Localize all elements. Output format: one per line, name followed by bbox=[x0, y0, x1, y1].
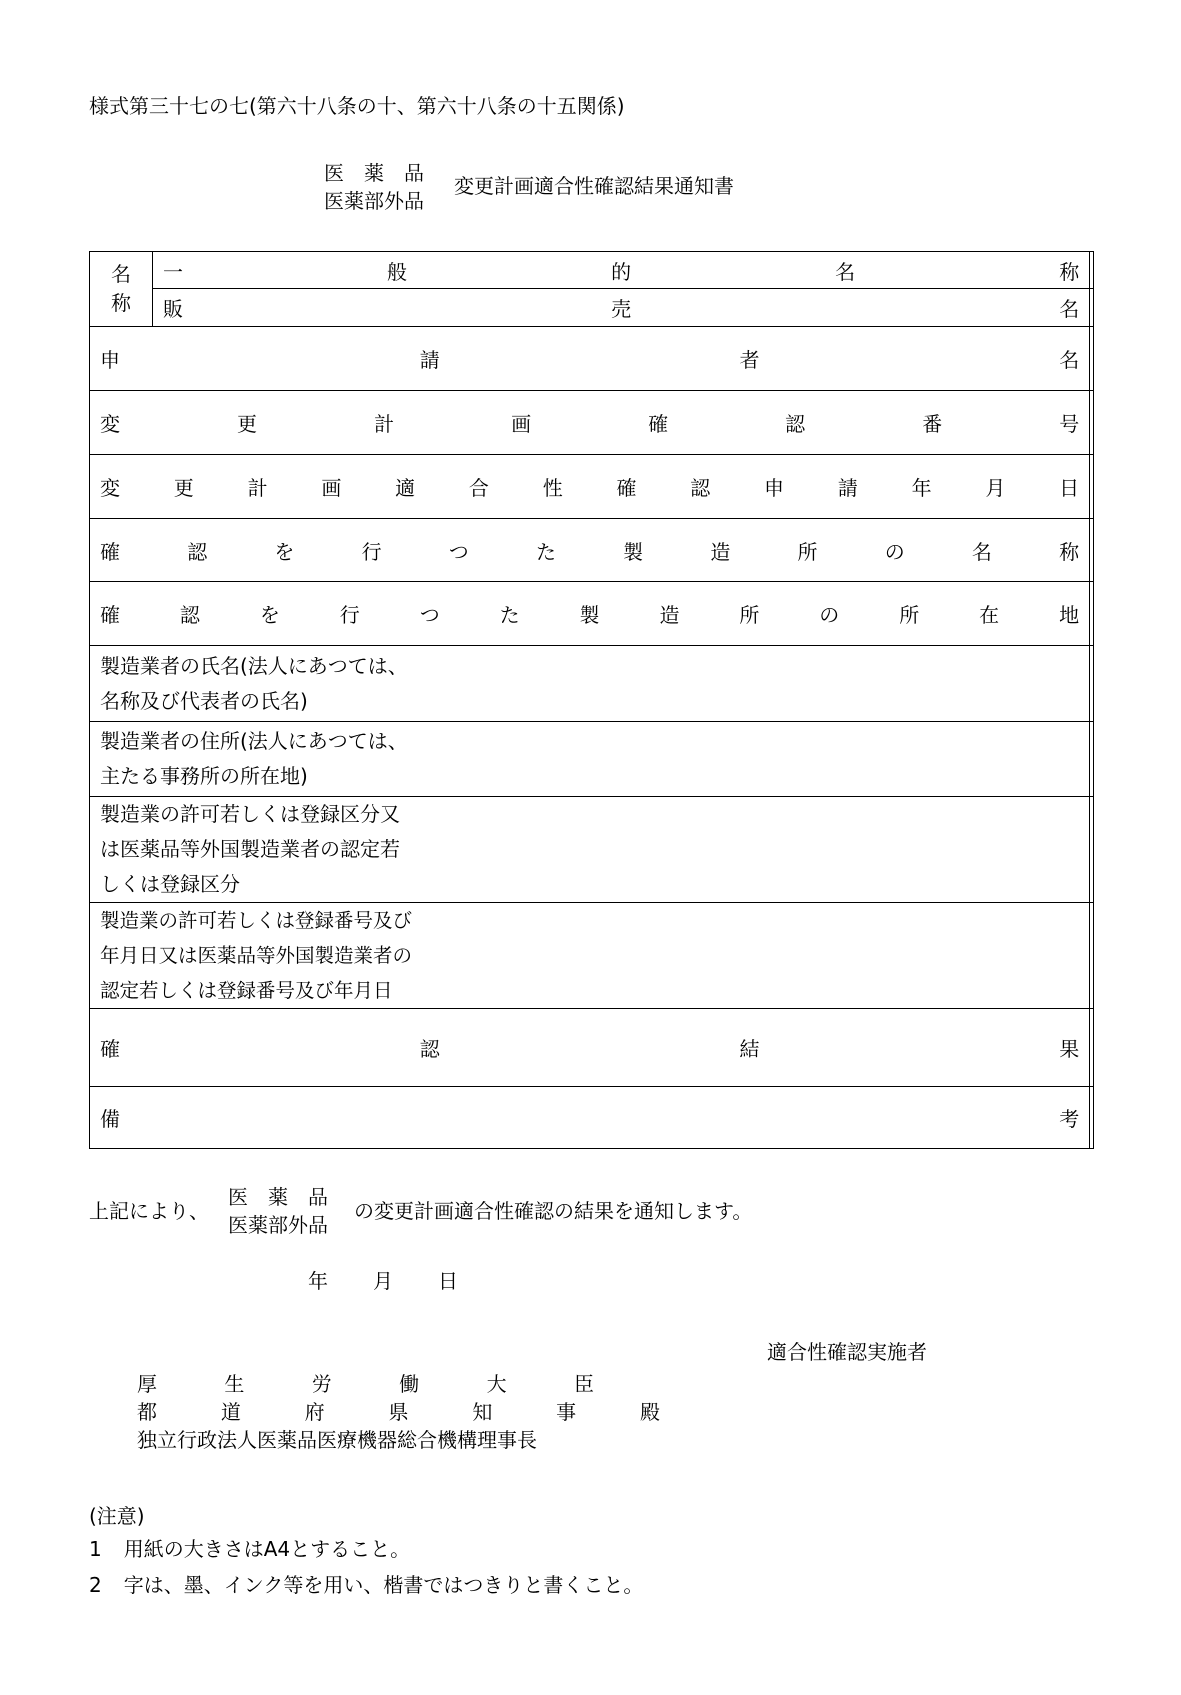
title-option-pharmaceutical: 医 薬 品 bbox=[324, 161, 424, 185]
change-plan-number-value[interactable] bbox=[1090, 391, 1094, 455]
license-number-label: 製造業の許可若しくは登録番号及び 年月日又は医薬品等外国製造業者の 認定若しくは登録番号及び年月日 bbox=[90, 903, 1090, 1009]
general-name-label: 一 般 的 名 称 bbox=[153, 252, 1090, 289]
license-category-value[interactable] bbox=[1090, 797, 1094, 903]
remarks-label: 備 考 bbox=[90, 1087, 1090, 1149]
notice-option-pharmaceutical: 医 薬 品 bbox=[228, 1185, 328, 1209]
addressee-governor: 都 道 府 県 知 事 殿 bbox=[137, 1400, 660, 1424]
brand-name-label: 販 売 名 bbox=[153, 289, 1090, 327]
date-line: 年 月 日 bbox=[308, 1269, 458, 1293]
form-header: 様式第三十七の七(第六十八条の十、第六十八条の十五関係) bbox=[89, 94, 625, 118]
implementer-label: 適合性確認実施者 bbox=[767, 1340, 927, 1364]
notice-suffix: の変更計画適合性確認の結果を通知します。 bbox=[354, 1199, 753, 1223]
name-group-label: 名称 bbox=[90, 252, 153, 327]
result-value[interactable] bbox=[1090, 1009, 1094, 1087]
site-address-value[interactable] bbox=[1090, 582, 1094, 646]
title-option-quasi-drug: 医薬部外品 bbox=[324, 189, 424, 213]
site-address-label: 確 認 を 行 つ た 製 造 所 の 所 在 地 bbox=[90, 582, 1090, 646]
remarks-value[interactable] bbox=[1090, 1087, 1094, 1149]
notice-option-quasi-drug: 医薬部外品 bbox=[228, 1213, 328, 1237]
applicant-name-label: 申 請 者 名 bbox=[90, 327, 1090, 391]
note-item: 2 字は、墨、インク等を用い、楷書ではつきりと書くこと。 bbox=[89, 1573, 644, 1597]
manufacturer-name-value[interactable] bbox=[1090, 646, 1094, 722]
manufacturer-address-value[interactable] bbox=[1090, 722, 1094, 797]
notes-heading: (注意) bbox=[89, 1504, 145, 1528]
result-label: 確 認 結 果 bbox=[90, 1009, 1090, 1087]
application-date-label: 変 更 計 画 適 合 性 確 認 申 請 年 月 日 bbox=[90, 455, 1090, 519]
license-number-value[interactable] bbox=[1090, 903, 1094, 1009]
note-item: 1 用紙の大きさはA4とすること。 bbox=[89, 1537, 411, 1561]
change-plan-number-label: 変 更 計 画 確 認 番 号 bbox=[90, 391, 1090, 455]
license-category-label: 製造業の許可若しくは登録区分又 は医薬品等外国製造業者の認定若 しくは登録区分 bbox=[90, 797, 1090, 903]
manufacturer-address-label: 製造業者の住所(法人にあつては、 主たる事務所の所在地) bbox=[90, 722, 1090, 797]
general-name-value[interactable] bbox=[1090, 252, 1094, 289]
addressee-minister: 厚 生 労 働 大 臣 bbox=[137, 1372, 594, 1396]
document-title: 変更計画適合性確認結果通知書 bbox=[454, 174, 734, 198]
application-date-value[interactable] bbox=[1090, 455, 1094, 519]
addressee-pmda: 独立行政法人医薬品医療機器総合機構理事長 bbox=[137, 1428, 537, 1452]
brand-name-value[interactable] bbox=[1090, 289, 1094, 327]
notification-table bbox=[89, 251, 1094, 1149]
manufacturer-name-label: 製造業者の氏名(法人にあつては、 名称及び代表者の氏名) bbox=[90, 646, 1090, 722]
notice-prefix: 上記により、 bbox=[89, 1199, 209, 1223]
site-name-label: 確 認 を 行 つ た 製 造 所 の 名 称 bbox=[90, 519, 1090, 582]
applicant-name-value[interactable] bbox=[1090, 327, 1094, 391]
site-name-value[interactable] bbox=[1090, 519, 1094, 582]
